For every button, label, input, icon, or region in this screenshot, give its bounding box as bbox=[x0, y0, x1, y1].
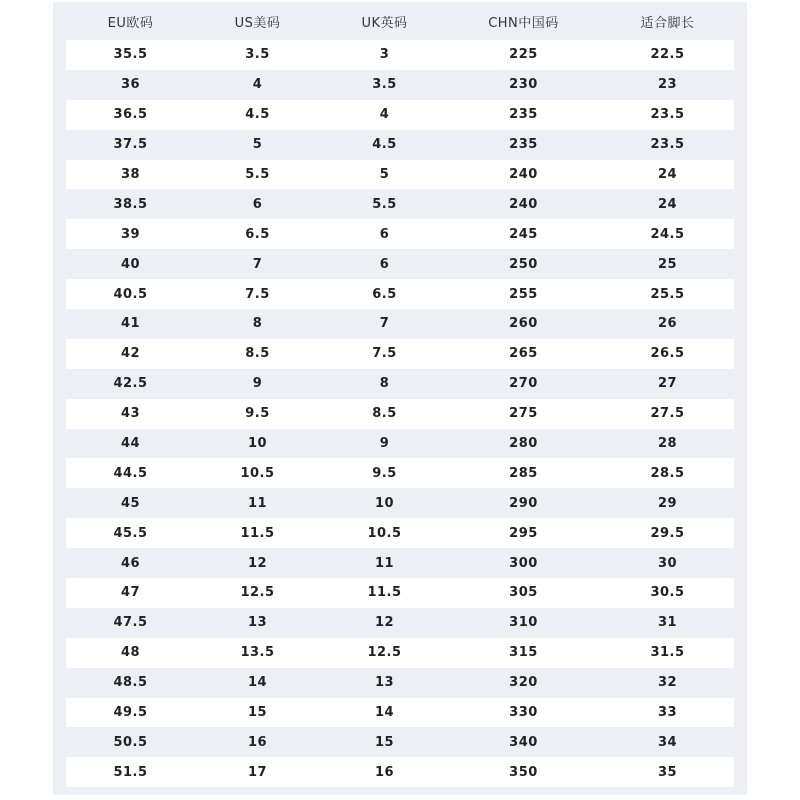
uk-size-cell: 6 bbox=[379, 226, 390, 242]
table-row bbox=[66, 309, 734, 339]
uk-size-cell: 15 bbox=[374, 734, 395, 750]
size-chart-panel bbox=[53, 2, 747, 795]
us-size-cell: 8.5 bbox=[245, 346, 270, 362]
table-row bbox=[66, 40, 734, 70]
uk-size-cell: 7 bbox=[379, 316, 390, 332]
chn-size-cell: 340 bbox=[509, 734, 538, 750]
foot-length-cell: 22.5 bbox=[650, 47, 685, 63]
foot-length-cell: 29.5 bbox=[650, 525, 685, 541]
chn-size-cell: 250 bbox=[509, 256, 538, 272]
chn-size-cell: 350 bbox=[509, 764, 538, 780]
us-size-cell: 16 bbox=[247, 734, 268, 750]
eu-size-cell: 47.5 bbox=[113, 615, 148, 631]
us-size-cell: 3.5 bbox=[245, 47, 270, 63]
us-size-cell: 7.5 bbox=[245, 286, 270, 302]
chn-size-cell: 305 bbox=[509, 585, 538, 601]
foot-length-cell: 28.5 bbox=[650, 465, 685, 481]
uk-size-cell: 7.5 bbox=[372, 346, 397, 362]
eu-size-cell: 40.5 bbox=[113, 286, 148, 302]
uk-size-cell: 16 bbox=[374, 764, 395, 780]
size-chart-rows bbox=[66, 40, 734, 787]
us-size-cell: 11 bbox=[247, 495, 268, 511]
table-row bbox=[66, 578, 734, 608]
eu-size-cell: 40 bbox=[120, 256, 141, 272]
uk-size-cell: 12.5 bbox=[367, 645, 402, 661]
us-size-cell: 5.5 bbox=[245, 167, 270, 182]
eu-size-cell: 42.5 bbox=[113, 376, 148, 392]
table-row bbox=[66, 458, 734, 488]
us-size-cell: 17 bbox=[247, 764, 268, 780]
uk-size-cell: 14 bbox=[374, 705, 395, 721]
eu-size-cell: 44.5 bbox=[113, 465, 148, 481]
us-size-cell: 12 bbox=[247, 555, 268, 571]
uk-size-cell: 11.5 bbox=[367, 585, 402, 601]
table-row bbox=[66, 369, 734, 399]
header-eu-size: EU欧码 bbox=[107, 15, 154, 31]
foot-length-cell: 30 bbox=[657, 555, 678, 571]
chn-size-cell: 295 bbox=[509, 525, 538, 541]
chn-size-cell: 245 bbox=[509, 226, 538, 242]
us-size-cell: 4 bbox=[252, 77, 263, 93]
foot-length-cell: 32 bbox=[657, 675, 678, 691]
foot-length-cell: 24 bbox=[657, 196, 678, 212]
uk-size-cell: 10.5 bbox=[367, 525, 402, 541]
chn-size-cell: 235 bbox=[509, 137, 538, 153]
eu-size-cell: 42 bbox=[120, 346, 141, 362]
table-row bbox=[66, 668, 734, 698]
chn-size-cell: 320 bbox=[509, 675, 538, 691]
header-chn-size: CHN中国码 bbox=[488, 15, 559, 31]
header-us-size: US美码 bbox=[234, 15, 281, 31]
uk-size-cell: 13 bbox=[374, 675, 395, 691]
table-row bbox=[66, 279, 734, 309]
table-row bbox=[66, 219, 734, 249]
table-row bbox=[66, 339, 734, 369]
uk-size-cell: 9 bbox=[379, 436, 390, 452]
us-size-cell: 14 bbox=[247, 675, 268, 691]
foot-length-cell: 27 bbox=[657, 376, 678, 392]
table-row bbox=[66, 130, 734, 160]
table-row bbox=[66, 249, 734, 279]
table-row bbox=[66, 70, 734, 100]
uk-size-cell: 11 bbox=[374, 555, 395, 571]
us-size-cell: 8 bbox=[252, 316, 263, 332]
us-size-cell: 6.5 bbox=[245, 226, 270, 242]
eu-size-cell: 46 bbox=[120, 555, 141, 571]
table-row bbox=[66, 698, 734, 728]
chn-size-cell: 315 bbox=[509, 645, 538, 661]
header-foot-length: 适合脚长 bbox=[640, 15, 695, 31]
foot-length-cell: 34 bbox=[657, 734, 678, 750]
uk-size-cell: 6.5 bbox=[372, 286, 397, 302]
us-size-cell: 10.5 bbox=[240, 465, 275, 481]
table-row bbox=[66, 518, 734, 548]
table-row bbox=[66, 189, 734, 219]
chn-size-cell: 240 bbox=[509, 167, 538, 182]
us-size-cell: 7 bbox=[252, 256, 263, 272]
eu-size-cell: 36.5 bbox=[113, 107, 148, 123]
foot-length-cell: 33 bbox=[657, 705, 678, 721]
eu-size-cell: 47 bbox=[120, 585, 141, 601]
uk-size-cell: 4.5 bbox=[372, 137, 397, 153]
eu-size-cell: 36 bbox=[120, 77, 141, 93]
foot-length-cell: 26.5 bbox=[650, 346, 685, 362]
foot-length-cell: 31 bbox=[657, 615, 678, 631]
chn-size-cell: 300 bbox=[509, 555, 538, 571]
chn-size-cell: 275 bbox=[509, 406, 538, 422]
table-row bbox=[66, 608, 734, 638]
chn-size-cell: 225 bbox=[509, 47, 538, 63]
us-size-cell: 6 bbox=[252, 196, 263, 212]
us-size-cell: 12.5 bbox=[240, 585, 275, 601]
table-row bbox=[66, 160, 734, 190]
foot-length-cell: 24.5 bbox=[650, 226, 685, 242]
uk-size-cell: 6 bbox=[379, 256, 390, 272]
table-row bbox=[66, 100, 734, 130]
chn-size-cell: 310 bbox=[509, 615, 538, 631]
chn-size-cell: 260 bbox=[509, 316, 538, 332]
chn-size-cell: 285 bbox=[509, 465, 538, 481]
chn-size-cell: 235 bbox=[509, 107, 538, 123]
uk-size-cell: 5.5 bbox=[372, 196, 397, 212]
foot-length-cell: 27.5 bbox=[650, 406, 685, 422]
foot-length-cell: 26 bbox=[657, 316, 678, 332]
us-size-cell: 13.5 bbox=[240, 645, 275, 661]
header-uk-size: UK英码 bbox=[361, 15, 408, 31]
eu-size-cell: 38.5 bbox=[113, 196, 148, 212]
foot-length-cell: 24 bbox=[657, 167, 678, 182]
uk-size-cell: 3 bbox=[379, 47, 390, 63]
chn-size-cell: 240 bbox=[509, 196, 538, 212]
foot-length-cell: 23.5 bbox=[650, 107, 685, 123]
eu-size-cell: 45 bbox=[120, 495, 141, 511]
table-row bbox=[66, 638, 734, 668]
eu-size-cell: 39 bbox=[120, 226, 141, 242]
us-size-cell: 9 bbox=[252, 376, 263, 392]
uk-size-cell: 8 bbox=[379, 376, 390, 392]
uk-size-cell: 10 bbox=[374, 495, 395, 511]
eu-size-cell: 37.5 bbox=[113, 137, 148, 153]
chn-size-cell: 230 bbox=[509, 77, 538, 93]
foot-length-cell: 35 bbox=[657, 764, 678, 780]
eu-size-cell: 48 bbox=[120, 645, 141, 661]
eu-size-cell: 43 bbox=[120, 406, 141, 422]
table-row bbox=[66, 488, 734, 518]
us-size-cell: 13 bbox=[247, 615, 268, 631]
eu-size-cell: 41 bbox=[120, 316, 141, 332]
uk-size-cell: 9.5 bbox=[372, 465, 397, 481]
foot-length-cell: 23.5 bbox=[650, 137, 685, 153]
foot-length-cell: 30.5 bbox=[650, 585, 685, 601]
us-size-cell: 5 bbox=[252, 137, 263, 153]
foot-length-cell: 25 bbox=[657, 256, 678, 272]
chn-size-cell: 270 bbox=[509, 376, 538, 392]
uk-size-cell: 5 bbox=[379, 167, 390, 182]
eu-size-cell: 48.5 bbox=[113, 675, 148, 691]
uk-size-cell: 12 bbox=[374, 615, 395, 631]
foot-length-cell: 23 bbox=[657, 77, 678, 93]
foot-length-cell: 25.5 bbox=[650, 286, 685, 302]
us-size-cell: 10 bbox=[247, 436, 268, 452]
foot-length-cell: 31.5 bbox=[650, 645, 685, 661]
eu-size-cell: 35.5 bbox=[113, 47, 148, 63]
uk-size-cell: 4 bbox=[379, 107, 390, 123]
chn-size-cell: 290 bbox=[509, 495, 538, 511]
chn-size-cell: 330 bbox=[509, 705, 538, 721]
table-row bbox=[66, 727, 734, 757]
eu-size-cell: 45.5 bbox=[113, 525, 148, 541]
us-size-cell: 15 bbox=[247, 705, 268, 721]
chn-size-cell: 265 bbox=[509, 346, 538, 362]
eu-size-cell: 49.5 bbox=[113, 705, 148, 721]
eu-size-cell: 50.5 bbox=[113, 734, 148, 750]
table-row bbox=[66, 429, 734, 459]
chn-size-cell: 280 bbox=[509, 436, 538, 452]
eu-size-cell: 38 bbox=[120, 167, 141, 182]
eu-size-cell: 51.5 bbox=[113, 764, 148, 780]
us-size-cell: 4.5 bbox=[245, 107, 270, 123]
size-chart-header bbox=[66, 2, 734, 40]
us-size-cell: 11.5 bbox=[240, 525, 275, 541]
table-row bbox=[66, 548, 734, 578]
eu-size-cell: 44 bbox=[120, 436, 141, 452]
uk-size-cell: 8.5 bbox=[372, 406, 397, 422]
us-size-cell: 9.5 bbox=[245, 406, 270, 422]
foot-length-cell: 29 bbox=[657, 495, 678, 511]
chn-size-cell: 255 bbox=[509, 286, 538, 302]
table-row bbox=[66, 757, 734, 787]
uk-size-cell: 3.5 bbox=[372, 77, 397, 93]
table-row bbox=[66, 399, 734, 429]
foot-length-cell: 28 bbox=[657, 436, 678, 452]
